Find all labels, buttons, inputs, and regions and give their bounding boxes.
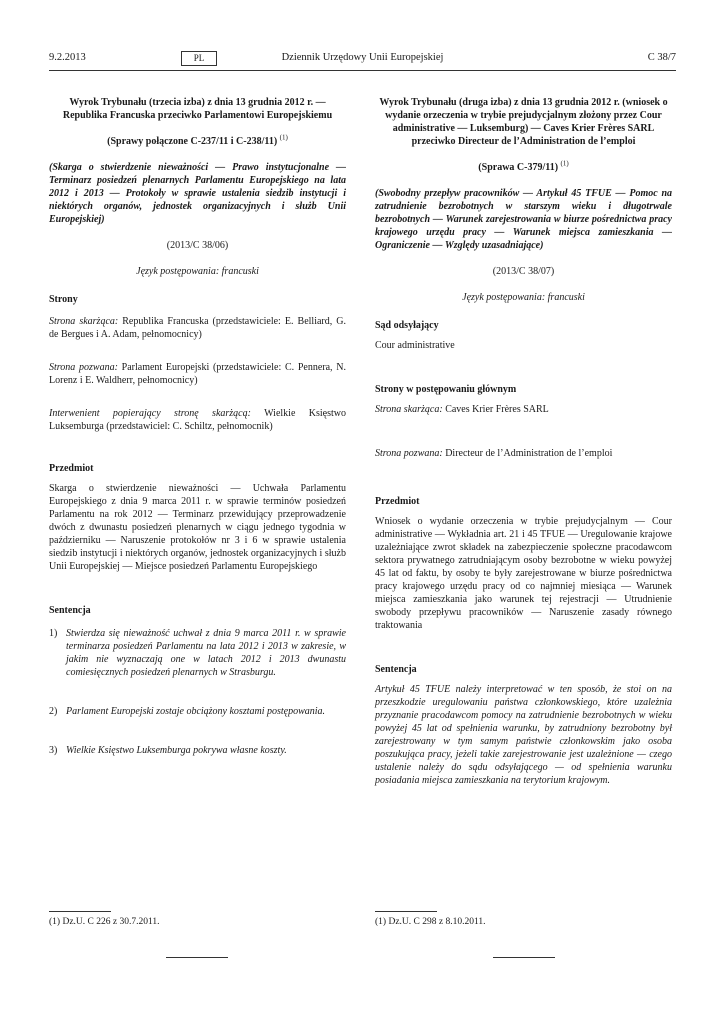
procedure-language: Język postępowania: francuski <box>462 292 585 303</box>
operative-item: 2) Parlament Europejski zostaje obciążony kosztami postępowania. <box>49 706 326 717</box>
footnote-ref[interactable]: (1) <box>279 133 288 142</box>
header-rule <box>49 70 676 71</box>
left-column <box>49 96 346 757</box>
judgment-title: Wyrok Trybunału (druga izba) z dnia 13 grudnia 2012 r. (wniosek o wydanie orzeczenia w trybie prejudycjalnym złożony przez Cour administrative — Luksemburg) — Caves Krier Frères SARL przeciwko Directeur de l’Administration de l’emploi <box>379 97 668 147</box>
journal-title: Dziennik Urzędowy Unii Europejskiej <box>281 52 444 63</box>
applicant: Strona skarżąca: Caves Krier Frères SARL <box>375 404 549 415</box>
page-header <box>49 52 676 68</box>
footnote: (1) Dz.U. C 226 z 30.7.2011. <box>49 917 160 927</box>
subject-text: Skarga o stwierdzenie nieważności — Uchwała Parlamentu Europejskiego z dnia 9 marca 2011 r. w sprawie terminów posiedzeń Parlamentu na rok 2012 — Terminarz przewidujący przeprowadzenie dwóch z dwunastu posiedzeń plenarnych w ciągu jednego tygodnia w październiku — Naruszenie protokołów nr 3 i 6 w sprawie ustalenia siedzib instytucji i niektórych organów, jednostek organizacyjnych i służb Unii Europejskiej — Miejsce posiedzeń Parlamentu Europejskiego <box>49 483 346 572</box>
operative-item: 1) Stwierdza się nieważność uchwał z dnia 9 marca 2011 r. w sprawie terminarza posiedzeń Parlamentu na lata 2012 i 2013 w zakresie, w jakim nie wyznaczają one w latach 2012 i 2013 dwunastu comiesięcznych posiedzeń plenarnych w Strasburgu. <box>49 628 346 678</box>
intervener: Interwenient popierający stronę skarżącą: Wielkie Księstwo Luksemburga (przedstawiciel: C. Schiltz, pełnomocnik) <box>49 408 346 432</box>
footnote-rule <box>49 911 111 912</box>
referring-court: Cour administrative <box>375 340 455 351</box>
parties-heading: Strony w postępowaniu głównym <box>375 384 517 395</box>
referring-court-heading: Sąd odsyłający <box>375 320 439 331</box>
operative-heading: Sentencja <box>375 664 417 675</box>
case-number: (Sprawa C-379/11) $^{(1)}$ <box>478 159 569 173</box>
applicant: Strona skarżąca: Republika Francuska (przedstawiciele: E. Belliard, G. de Bergues i A. Adam, pełnomocnicy) <box>49 316 346 340</box>
language-badge: PL <box>181 51 217 66</box>
right-column <box>375 96 672 787</box>
footnote: (1) Dz.U. C 298 z 8.10.2011. <box>375 917 486 927</box>
subject-heading: Przedmiot <box>49 463 94 474</box>
column-end-rule <box>166 957 228 958</box>
defendant: Strona pozwana: Directeur de l’Administration de l’emploi <box>375 448 613 459</box>
oj-reference: (2013/C 38/07) <box>492 266 555 277</box>
footnote-ref[interactable]: (1) <box>560 159 569 168</box>
column-end-rule <box>493 957 555 958</box>
operative-item: 3) Wielkie Księstwo Luksemburga pokrywa własne koszty. <box>49 745 287 756</box>
operative-heading: Sentencja <box>49 605 91 616</box>
keywords: (Swobodny przepływ pracowników — Artykuł 45 TFUE — Pomoc na zatrudnienie bezrobotnych w starszym wieku i długotrwale bezrobotnych — Warunek zarejestrowania w biurze pośrednictwa pracy krajowego urzędu pracy — Warunek miejsca zamieszkania — Ograniczenie — Względy uzasadniające) <box>375 188 672 251</box>
oj-reference: (2013/C 38/06) <box>166 240 229 251</box>
keywords: (Skarga o stwierdzenie nieważności — Prawo instytucjonalne — Terminarz posiedzeń plenarnych Parlamentu Europejskiego na lata 2012 i 2013 — Protokoły w sprawie ustalenia siedzib instytucji i niektórych organów, jednostek organizacyjnych i służb Unii Europejskiej) <box>49 162 346 225</box>
defendant: Strona pozwana: Parlament Europejski (przedstawiciele: C. Pennera, N. Lorenz i E. Waldherr, pełnomocnicy) <box>49 362 346 386</box>
case-numbers: (Sprawy połączone C-237/11 i C-238/11) $^{(1)}$ <box>107 133 288 147</box>
footnote-rule <box>375 911 437 912</box>
subject-text: Wniosek o wydanie orzeczenia w trybie prejudycjalnym — Cour administrative — Wykładnia art. 21 i 45 TFUE — Uregulowanie krajowe uzależniające zwrot składek na zabezpieczenie społeczne pracodawcom sektora prywatnego zatrudniającym osoby bezrobotne w wieku powyżej 45 lat od faktu, by osoby te były zarejestrowane w biurze pośrednictwa pracy krajowego urzędu pracy od co najmniej miesiąca — Warunek miejsca zamieszkania jako warunek tej rejestracji — Utrudnienie swobody przepływu pracowników — Naruszenie zasady równego traktowania <box>375 516 672 631</box>
subject-heading: Przedmiot <box>375 496 420 507</box>
issue-date: 9.2.2013 <box>49 52 86 63</box>
parties-heading: Strony <box>49 294 78 305</box>
page-number: C 38/7 <box>647 52 676 63</box>
operative-text: Artykuł 45 TFUE należy interpretować w ten sposób, że stoi on na przeszkodzie uregulowaniu państwa członkowskiego, które uzależnia przyznanie pracodawcom pomocy na zatrudnienie bezrobotnych w wieku powyżej 45 lat od spełnienia warunku, by zatrudniony bezrobotny był zarejestrowany w tym samym państwie członkowskim jako osoba poszukująca pracy, jeżeli takie zarejestrowanie jest uzależnione — czego ustalenie należy do sądu odsyłającego — od spełnienia warunku posiadania miejsca zamieszkania na terytorium krajowym. <box>375 684 672 786</box>
procedure-language: Język postępowania: francuski <box>136 266 259 277</box>
judgment-title: Wyrok Trybunału (trzecia izba) z dnia 13 grudnia 2012 r. — Republika Francuska przeciwko Parlamentowi Europejskiemu <box>62 97 333 121</box>
